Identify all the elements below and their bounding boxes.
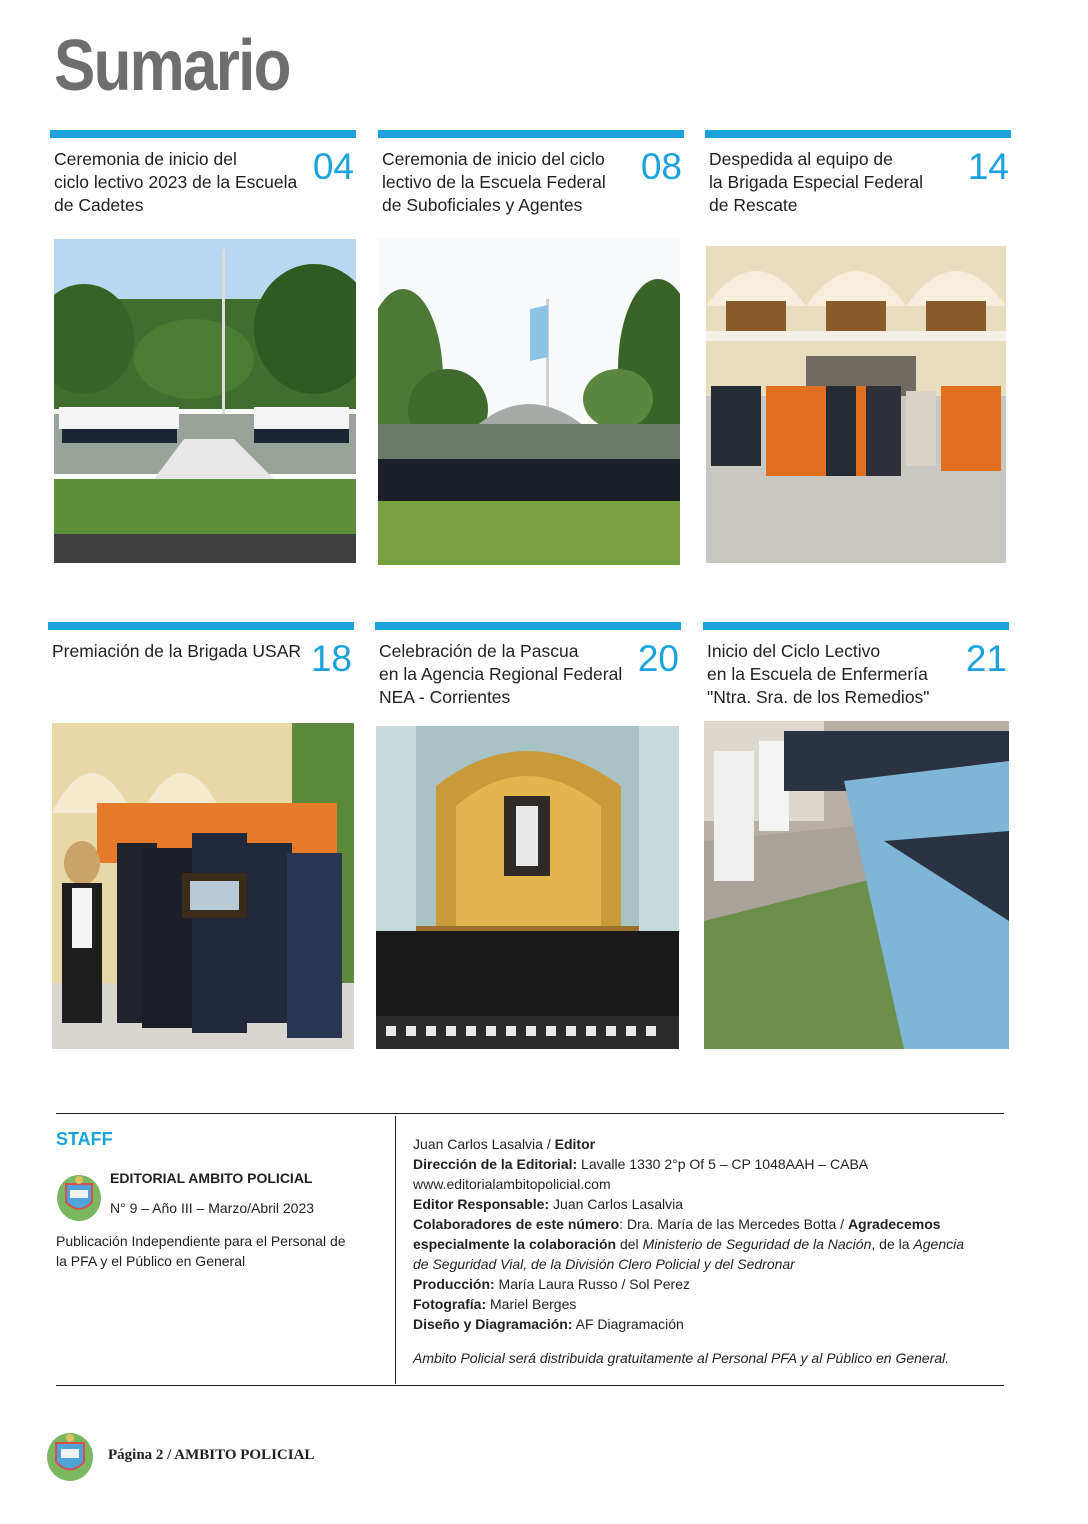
thanks-text: especialmente la colaboración (413, 1236, 617, 1252)
thanks-label: Agradecemos (847, 1216, 941, 1232)
thanks-agency: Agencia (913, 1236, 964, 1252)
card-accent-bar (703, 622, 1009, 630)
photography-value: Mariel Berges (486, 1296, 577, 1312)
article-card[interactable] (50, 130, 356, 228)
article-card[interactable] (703, 622, 1009, 720)
collab-value: : Dra. María de las Mercedes Botta / (619, 1216, 848, 1232)
production-value: María Laura Russo / Sol Perez (494, 1276, 690, 1292)
editor-name: Juan Carlos Lasalvia / (413, 1136, 555, 1152)
article-title[interactable]: Celebración de la Pascua en la Agencia Regional Federal NEA - Corrientes (379, 641, 623, 707)
article-title[interactable]: Inicio del Ciclo Lectivo en la Escuela de Enfermería "Ntra. Sra. de los Remedios" (707, 641, 930, 707)
staff-divider-top (56, 1113, 1004, 1114)
credits-block (413, 1134, 993, 1368)
responsible-label: Editor Responsable: (413, 1196, 550, 1212)
thanks-connector: del (616, 1236, 643, 1252)
collab-label: Colaboradores de este número (413, 1216, 620, 1232)
article-page-number[interactable]: 08 (640, 146, 682, 187)
thanks-agency-continued: de Seguridad Vial, de la División Clero Policial y del Sedronar (413, 1256, 795, 1272)
article-card[interactable] (48, 622, 354, 720)
responsible-value: Juan Carlos Lasalvia (549, 1196, 683, 1212)
photo-cadetes-ceremony[interactable] (54, 239, 356, 563)
thanks-ministry: Ministerio de Seguridad de la Nación (642, 1236, 872, 1252)
editor-role: Editor (554, 1136, 596, 1152)
issue-info: N° 9 – Año III – Marzo/Abril 2023 (110, 1200, 315, 1216)
staff-heading: STAFF (56, 1129, 113, 1149)
article-page-number[interactable]: 21 (965, 638, 1007, 679)
staff-divider-bottom (56, 1385, 1004, 1386)
article-page-number[interactable]: 14 (967, 146, 1009, 187)
ambito-policial-logo (56, 1174, 102, 1227)
article-page-number[interactable]: 20 (637, 638, 679, 679)
photo-enfermeria-students[interactable] (704, 721, 1009, 1049)
card-accent-bar (50, 130, 356, 138)
article-page-number[interactable]: 04 (312, 146, 354, 187)
staff-divider-vertical (395, 1116, 396, 1384)
card-accent-bar (375, 622, 681, 630)
footer-page-label: Página 2 / AMBITO POLICIAL (108, 1447, 315, 1463)
card-accent-bar (48, 622, 354, 630)
article-title[interactable]: Ceremonia de inicio del ciclo lectivo 2023 de la Escuela de Cadetes (54, 149, 298, 215)
photo-brigada-rescate[interactable] (706, 246, 1006, 563)
page-title: Sumario (54, 26, 290, 106)
editorial-name: EDITORIAL AMBITO POLICIAL (110, 1170, 313, 1186)
address-value: Lavalle 1330 2°p Of 5 – CP 1048AAH – CABA (577, 1156, 869, 1172)
article-title[interactable]: Premiación de la Brigada USAR (52, 641, 302, 661)
footer-logo (46, 1432, 94, 1487)
article-card[interactable] (375, 622, 681, 720)
website-link[interactable]: www.editorialambitopolicial.com (413, 1176, 611, 1192)
article-title[interactable]: Despedida al equipo de la Brigada Especial Federal de Rescate (709, 149, 924, 215)
design-value: AF Diagramación (572, 1316, 684, 1332)
article-page-number[interactable]: 18 (310, 638, 352, 679)
design-label: Diseño y Diagramación: (413, 1316, 573, 1332)
article-card[interactable] (378, 130, 684, 228)
distribution-note: Ambito Policial será distribuida gratuitamente al Personal PFA y al Público en General. (413, 1350, 950, 1366)
photo-usar-award[interactable] (52, 723, 354, 1049)
article-title[interactable]: Ceremonia de inicio del ciclo lectivo de la Escuela Federal de Suboficiales y Agentes (382, 149, 606, 215)
photo-suboficiales-ceremony[interactable] (378, 239, 680, 565)
photo-pascua-church[interactable] (376, 726, 679, 1049)
card-accent-bar (378, 130, 684, 138)
thanks-connector: , de la (871, 1236, 914, 1252)
production-label: Producción: (413, 1276, 495, 1292)
address-label: Dirección de la Editorial: (413, 1156, 578, 1172)
card-accent-bar (705, 130, 1011, 138)
photography-label: Fotografía: (413, 1296, 487, 1312)
publication-description: Publicación Independiente para el Personal de la PFA y el Público en General (56, 1233, 346, 1269)
article-card[interactable] (705, 130, 1011, 228)
